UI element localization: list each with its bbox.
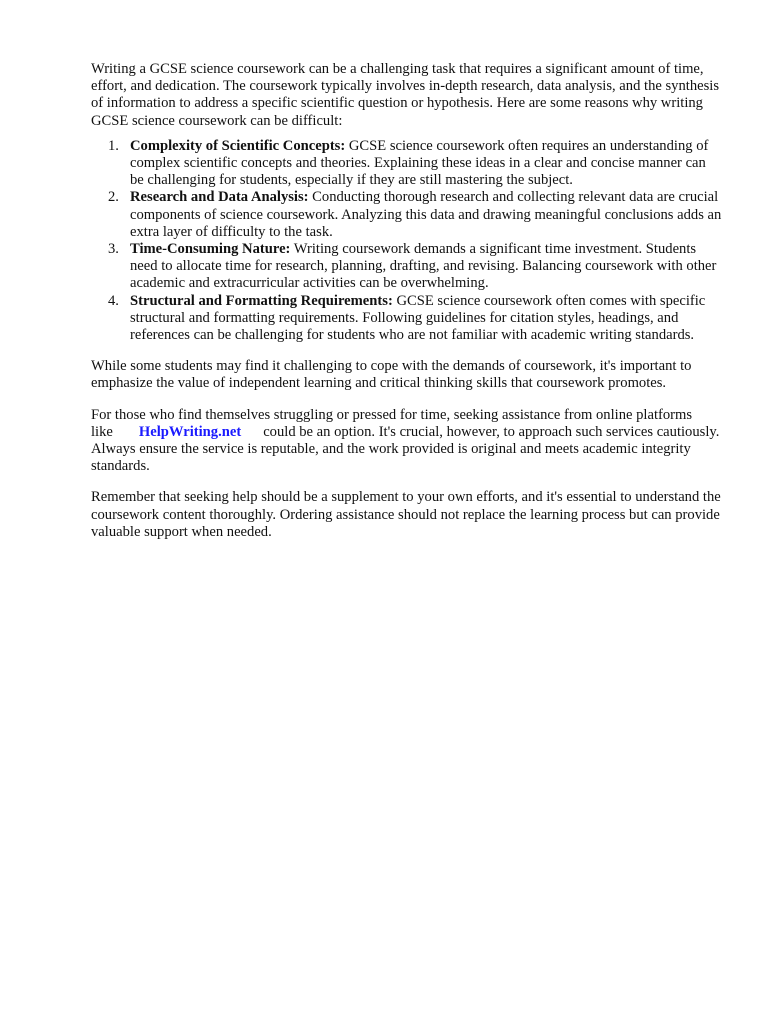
list-heading: Research and Data Analysis: [130, 189, 309, 206]
list-item [91, 293, 723, 345]
help-text-after: could be an option. It's crucial, however, to approach such services cautiously. Always ensure the service is reputable, and the work provided is original and meets academic integrity standards. [91, 423, 720, 475]
list-number: 2. [108, 189, 119, 206]
list-heading: Time-Consuming Nature: [130, 241, 291, 258]
help-paragraph [91, 407, 723, 476]
list-item [91, 189, 723, 241]
list-number: 1. [108, 137, 119, 154]
document-page [91, 61, 723, 541]
list-heading: Structural and Formatting Requirements: [130, 292, 393, 309]
list-text: GCSE science coursework often requires an understanding of complex scientific concepts and theories. Explaining these ideas in a clear and concise manner can be challenging for students, especially if they are still mastering the subject. [130, 137, 709, 189]
list-item [91, 138, 723, 190]
list-text: GCSE science coursework often comes with specific structural and formatting requirements. Following guidelines for citation styles, headings, and references can be challenging for students who are not familiar with academic writing standards. [130, 292, 706, 344]
reasons-list [91, 138, 723, 344]
remember-paragraph: Remember that seeking help should be a supplement to your own efforts, and it's essential to understand the coursework content thoroughly. Ordering assistance should not replace the learning process but can provide valuable support when needed. [91, 489, 721, 540]
list-number: 3. [108, 241, 119, 258]
intro-paragraph: Writing a GCSE science coursework can be a challenging task that requires a significant amount of time, effort, and dedication. The coursework typically involves in-depth research, data analysis, and the synthesis of information to address a specific scientific question or hypothesis. Here are some reasons why writing GCSE science coursework can be difficult: [91, 61, 720, 129]
list-number: 4. [108, 292, 119, 309]
list-item [91, 241, 723, 293]
importance-paragraph: While some students may find it challenging to cope with the demands of coursework, it's important to emphasize the value of independent learning and critical thinking skills that coursework promotes. [91, 358, 692, 392]
list-heading: Complexity of Scientific Concepts: [130, 137, 346, 154]
list-text: Writing coursework demands a significant time investment. Students need to allocate time for research, planning, drafting, and revising. Balancing coursework with other academic and extracurricular activities can be overwhelming. [130, 241, 717, 292]
helpwriting-link[interactable]: HelpWriting.net [138, 423, 242, 440]
list-text: Conducting thorough research and collecting relevant data are crucial components of science coursework. Analyzing this data and drawing meaningful conclusions adds an extra layer of difficulty to the task. [130, 189, 722, 240]
help-text-before: For those who find themselves struggling or pressed for time, seeking assistance from online platforms like [91, 406, 693, 440]
